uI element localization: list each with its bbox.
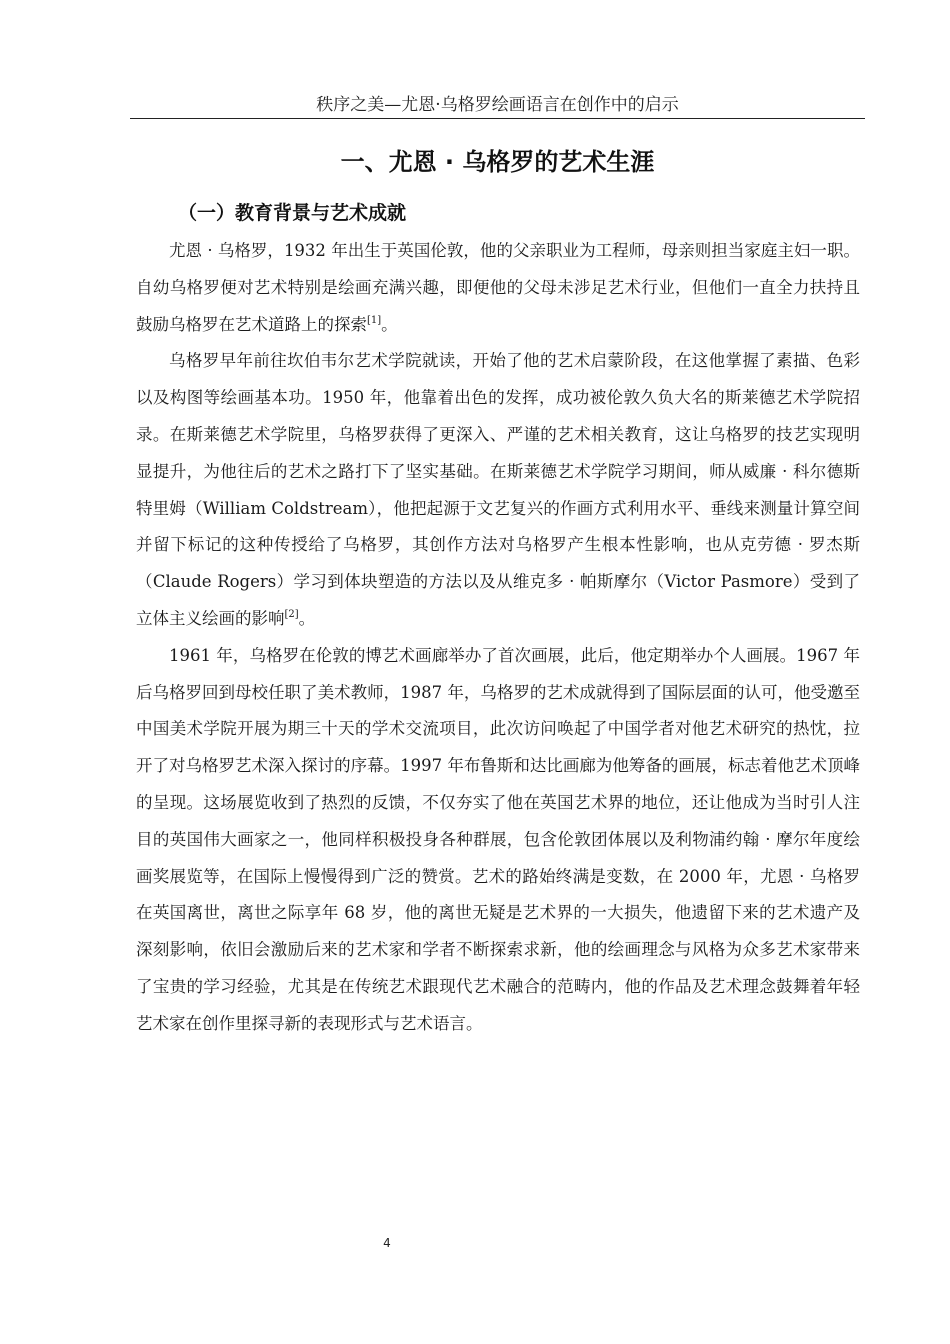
page-number: 4 xyxy=(383,1236,391,1250)
running-header: 秩序之美—尤恩·乌格罗绘画语言在创作中的启示 xyxy=(316,95,679,115)
paragraph-end: 。 xyxy=(381,314,398,334)
paragraph xyxy=(136,638,860,1043)
paragraph xyxy=(136,233,860,343)
paragraph-text: 尤恩 · 乌格罗，1932 年出生于英国伦敦，他的父亲职业为工程师，母亲则担当家庭主妇一职。自幼乌格罗便对艺术特别是绘画充满兴趣，即便他的父母未涉足艺术行业，但他们一直全力扶持且鼓励乌格罗在艺术道路上的探索 xyxy=(136,241,860,334)
header-rule xyxy=(130,118,865,119)
body-text xyxy=(136,233,860,1043)
section-title: （一）教育背景与艺术成就 xyxy=(178,202,407,224)
paragraph-end: 。 xyxy=(298,608,316,628)
paragraph-text: 1961 年，乌格罗在伦敦的博艺术画廊举办了首次画展，此后，他定期举办个人画展。1967 年后乌格罗回到母校任职了美术教师，1987 年，乌格罗的艺术成就得到了国际层面的认可，他受邀至中国美术学院开展为期三十天的学术交流项目，此次访问唤起了中国学者对他艺术研究的热忱，拉开了对乌格罗艺术深入探讨的序幕。1997 年布鲁斯和达比画廊为他筹备的画展，标志着他艺术顶峰的呈现。这场展览收到了热烈的反馈，不仅夯实了他在英国艺术界的地位，还让他成为当时引人注目的英国伟大画家之一，他同样积极投身各种群展，包含伦敦团体展以及利物浦约翰 · 摩尔年度绘画奖展览等，在国际上慢慢得到广泛的赞赏。艺术的路始终满是变数，在 2000 年，尤恩 · 乌格罗在英国离世，离世之际享年 68 岁，他的离世无疑是艺术界的一大损失，他遗留下来的艺术遗产及深刻影响，依旧会激励后来的艺术家和学者不断探索求新，他的绘画理念与风格为众多艺术家带来了宝贵的学习经验，尤其是在传统艺术跟现代艺术融合的范畴内，他的作品及艺术理念鼓舞着年轻艺术家在创作里探寻新的表现形式与艺术语言。 xyxy=(136,645,860,1033)
citation-ref[interactable]: [1] xyxy=(367,314,382,326)
citation-ref[interactable]: [2] xyxy=(284,608,299,620)
paragraph xyxy=(136,343,860,637)
paragraph-text: 乌格罗早年前往坎伯韦尔艺术学院就读，开始了他的艺术启蒙阶段，在这他掌握了素描、色彩以及构图等绘画基本功。1950 年，他靠着出色的发挥，成功被伦敦久负大名的斯莱德艺术学院招录。在斯莱德艺术学院里，乌格罗获得了更深入、严谨的艺术相关教育，这让乌格罗的技艺实现明显提升，为他往后的艺术之路打下了坚实基础。在斯莱德艺术学院学习期间，师从威廉 · 科尔德斯特里姆（William Coldstream），他把起源于文艺复兴的作画方式利用水平、垂线来测量计算空间并留下标记的这种传授给了乌格罗，其创作方法对乌格罗产生根本性影响，也从克劳德 · 罗杰斯（Claude Rogers）学习到体块塑造的方法以及从维克多 · 帕斯摩尔（Victor Pasmore）受到了立体主义绘画的影响 xyxy=(136,351,860,628)
chapter-title: 一、尤恩 · 乌格罗的艺术生涯 xyxy=(340,148,655,176)
